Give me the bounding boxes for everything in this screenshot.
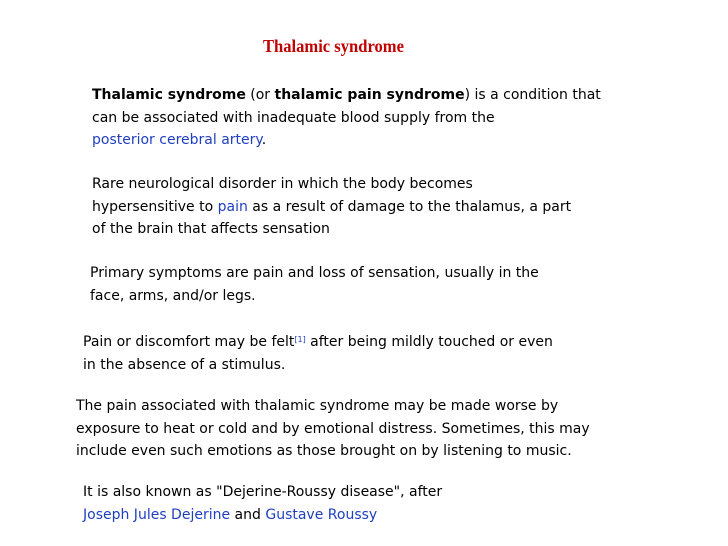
aka-line-2	[83, 504, 442, 527]
discomfort-line-1	[83, 331, 553, 354]
rare-disorder-line-3: of the brain that affects sensation	[92, 221, 330, 237]
definition-text: ) is a condition that	[464, 87, 601, 103]
symptoms-line-2: face, arms, and/or legs.	[90, 287, 256, 304]
aka-text: and	[230, 506, 266, 523]
definition-line-3	[92, 129, 601, 152]
page-title: Thalamic syndrome	[263, 36, 404, 56]
distress-line-3: include even such emotions as those brought on by listening to music.	[76, 443, 572, 459]
definition-line-1	[92, 84, 601, 107]
paragraph-discomfort	[83, 331, 553, 376]
link-pain[interactable]: pain	[217, 198, 248, 215]
term-thalamic-pain-syndrome: thalamic pain syndrome	[274, 87, 465, 103]
paragraph-definition	[92, 84, 601, 152]
link-joseph-jules-dejerine[interactable]: Joseph Jules Dejerine	[83, 506, 231, 523]
rare-disorder-text: as a result of damage to the thalamus, a part	[247, 198, 572, 215]
paragraph-also-known-as	[83, 481, 442, 526]
aka-line-1: It is also known as "Dejerine-Roussy disease", after	[83, 484, 443, 500]
definition-text: .	[261, 132, 267, 148]
rare-disorder-text: hypersensitive to	[92, 198, 218, 215]
paragraph-emotional-distress	[76, 395, 590, 463]
discomfort-text: Pain or discomfort may be felt	[83, 334, 295, 350]
symptoms-line-1: Primary symptoms are pain and loss of sensation, usually in the	[90, 265, 539, 281]
definition-line-2: can be associated with inadequate blood supply from the	[92, 109, 495, 126]
term-thalamic-syndrome: Thalamic syndrome	[92, 87, 246, 103]
reference-link[interactable]: [1]	[294, 335, 306, 344]
discomfort-text: after being mildly touched or even	[305, 334, 553, 350]
link-posterior-cerebral-artery[interactable]: posterior cerebral artery	[92, 132, 262, 148]
discomfort-line-2: in the absence of a stimulus.	[83, 356, 286, 373]
definition-text: (or	[245, 87, 275, 103]
paragraph-rare-disorder	[92, 173, 571, 241]
rare-disorder-line-2	[92, 196, 571, 219]
rare-disorder-line-1: Rare neurological disorder in which the body becomes	[92, 176, 473, 192]
link-gustave-roussy[interactable]: Gustave Roussy	[265, 506, 378, 523]
paragraph-symptoms	[90, 262, 539, 307]
distress-line-1: The pain associated with thalamic syndrome may be made worse by	[76, 398, 559, 414]
distress-line-2: exposure to heat or cold and by emotional distress. Sometimes, this may	[76, 420, 590, 437]
